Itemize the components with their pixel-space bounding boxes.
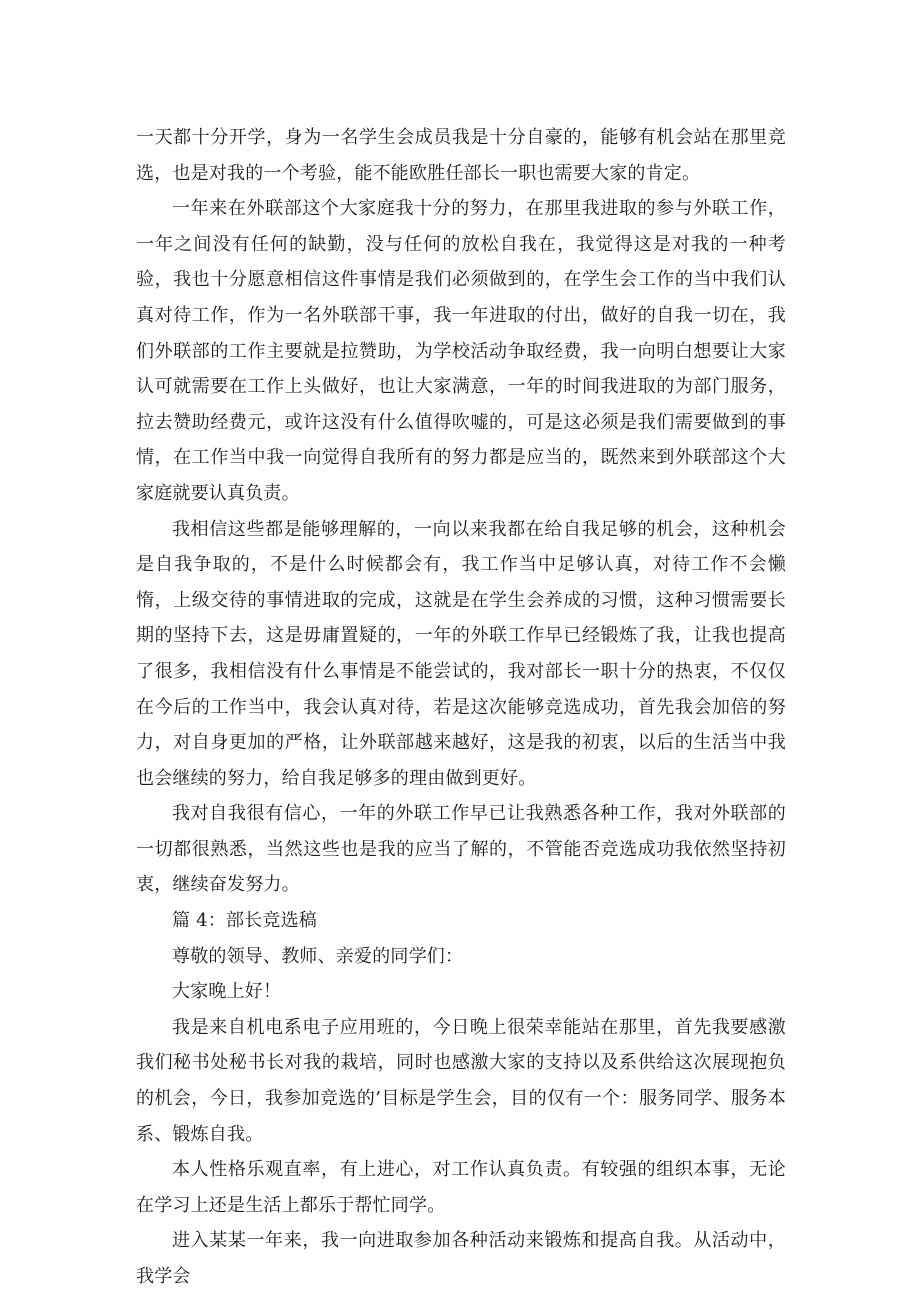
- greeting: 大家晚上好！: [172, 981, 282, 1003]
- document-body: [136, 120, 786, 1295]
- paragraph-3: 我相信这些都是能够理解的，一向以来我都在给自我足够的机会，这种机会是自我争取的，不是什么时候都会有，我工作当中足够认真，对待工作不会懒惰，上级交待的事情进取的完成，这就是在学生会养成的习惯，这种习惯需要长期的坚持下去，这是毋庸置疑的，一年的外联工作早已经锻炼了我，让我也提高了很多，我相信没有什么事情是不能尝试的，我对部长一职十分的热衷，不仅仅在今后的工作当中，我会认真对待，若是这次能够竞选成功，首先我会加倍的努力，对自身更加的严格，让外联部越来越好，这是我的初衷，以后的生活当中我也会继续的努力，给自我足够多的理由做到更好。: [136, 518, 786, 789]
- section-heading: 篇 4：部长竞选稿: [172, 910, 317, 932]
- paragraph-1: 一天都十分开学，身为一名学生会成员我是十分自豪的，能够有机会站在那里竞选，也是对我的一个考验，能不能欧胜任部长一职也需要大家的肯定。: [136, 127, 786, 184]
- paragraph-2: 一年来在外联部这个大家庭我十分的努力，在那里我进取的参与外联工作，一年之间没有任何的缺勤，没与任何的放松自我在，我觉得这是对我的一种考验，我也十分愿意相信这件事情是我们必须做到的，在学生会工作的当中我们认真对待工作，作为一名外联部干事，我一年进取的付出，做好的自我一切在，我们外联部的工作主要就是拉赞助，为学校活动争取经费，我一向明白想要让大家认可就需要在工作上头做好，也让大家满意，一年的时间我进取的为部门服务，拉去赞助经费元，或许这没有什么值得吹嘘的，可是这必须是我们需要做到的事情，在工作当中我一向觉得自我所有的努力都是应当的，既然来到外联部这个大家庭就要认真负责。: [136, 198, 786, 504]
- paragraph-7: 进入某某一年来，我一向进取参加各种活动来锻炼和提高自我。从活动中，我学会: [136, 1230, 786, 1287]
- paragraph-5: 我是来自机电系电子应用班的，今日晚上很荣幸能站在那里，首先我要感激我们秘书处秘书长对我的栽培，同时也感激大家的支持以及系供给这次展现抱负的机会，今日，我参加竞选的’目标是学生会，目的仅有一个：服务同学、服务本系、锻炼自我。: [136, 1016, 786, 1145]
- salutation: 尊敬的领导、教师、亲爱的同学们：: [172, 945, 464, 967]
- paragraph-4: 我对自我很有信心，一年的外联工作早已让我熟悉各种工作，我对外联部的一切都很熟悉，当然这些也是我的应当了解的，不管能否竞选成功我依然坚持初衷，继续奋发努力。: [136, 803, 786, 896]
- paragraph-6: 本人性格乐观直率，有上进心，对工作认真负责。有较强的组织本事，无论在学习上还是生活上都乐于帮忙同学。: [136, 1159, 786, 1216]
